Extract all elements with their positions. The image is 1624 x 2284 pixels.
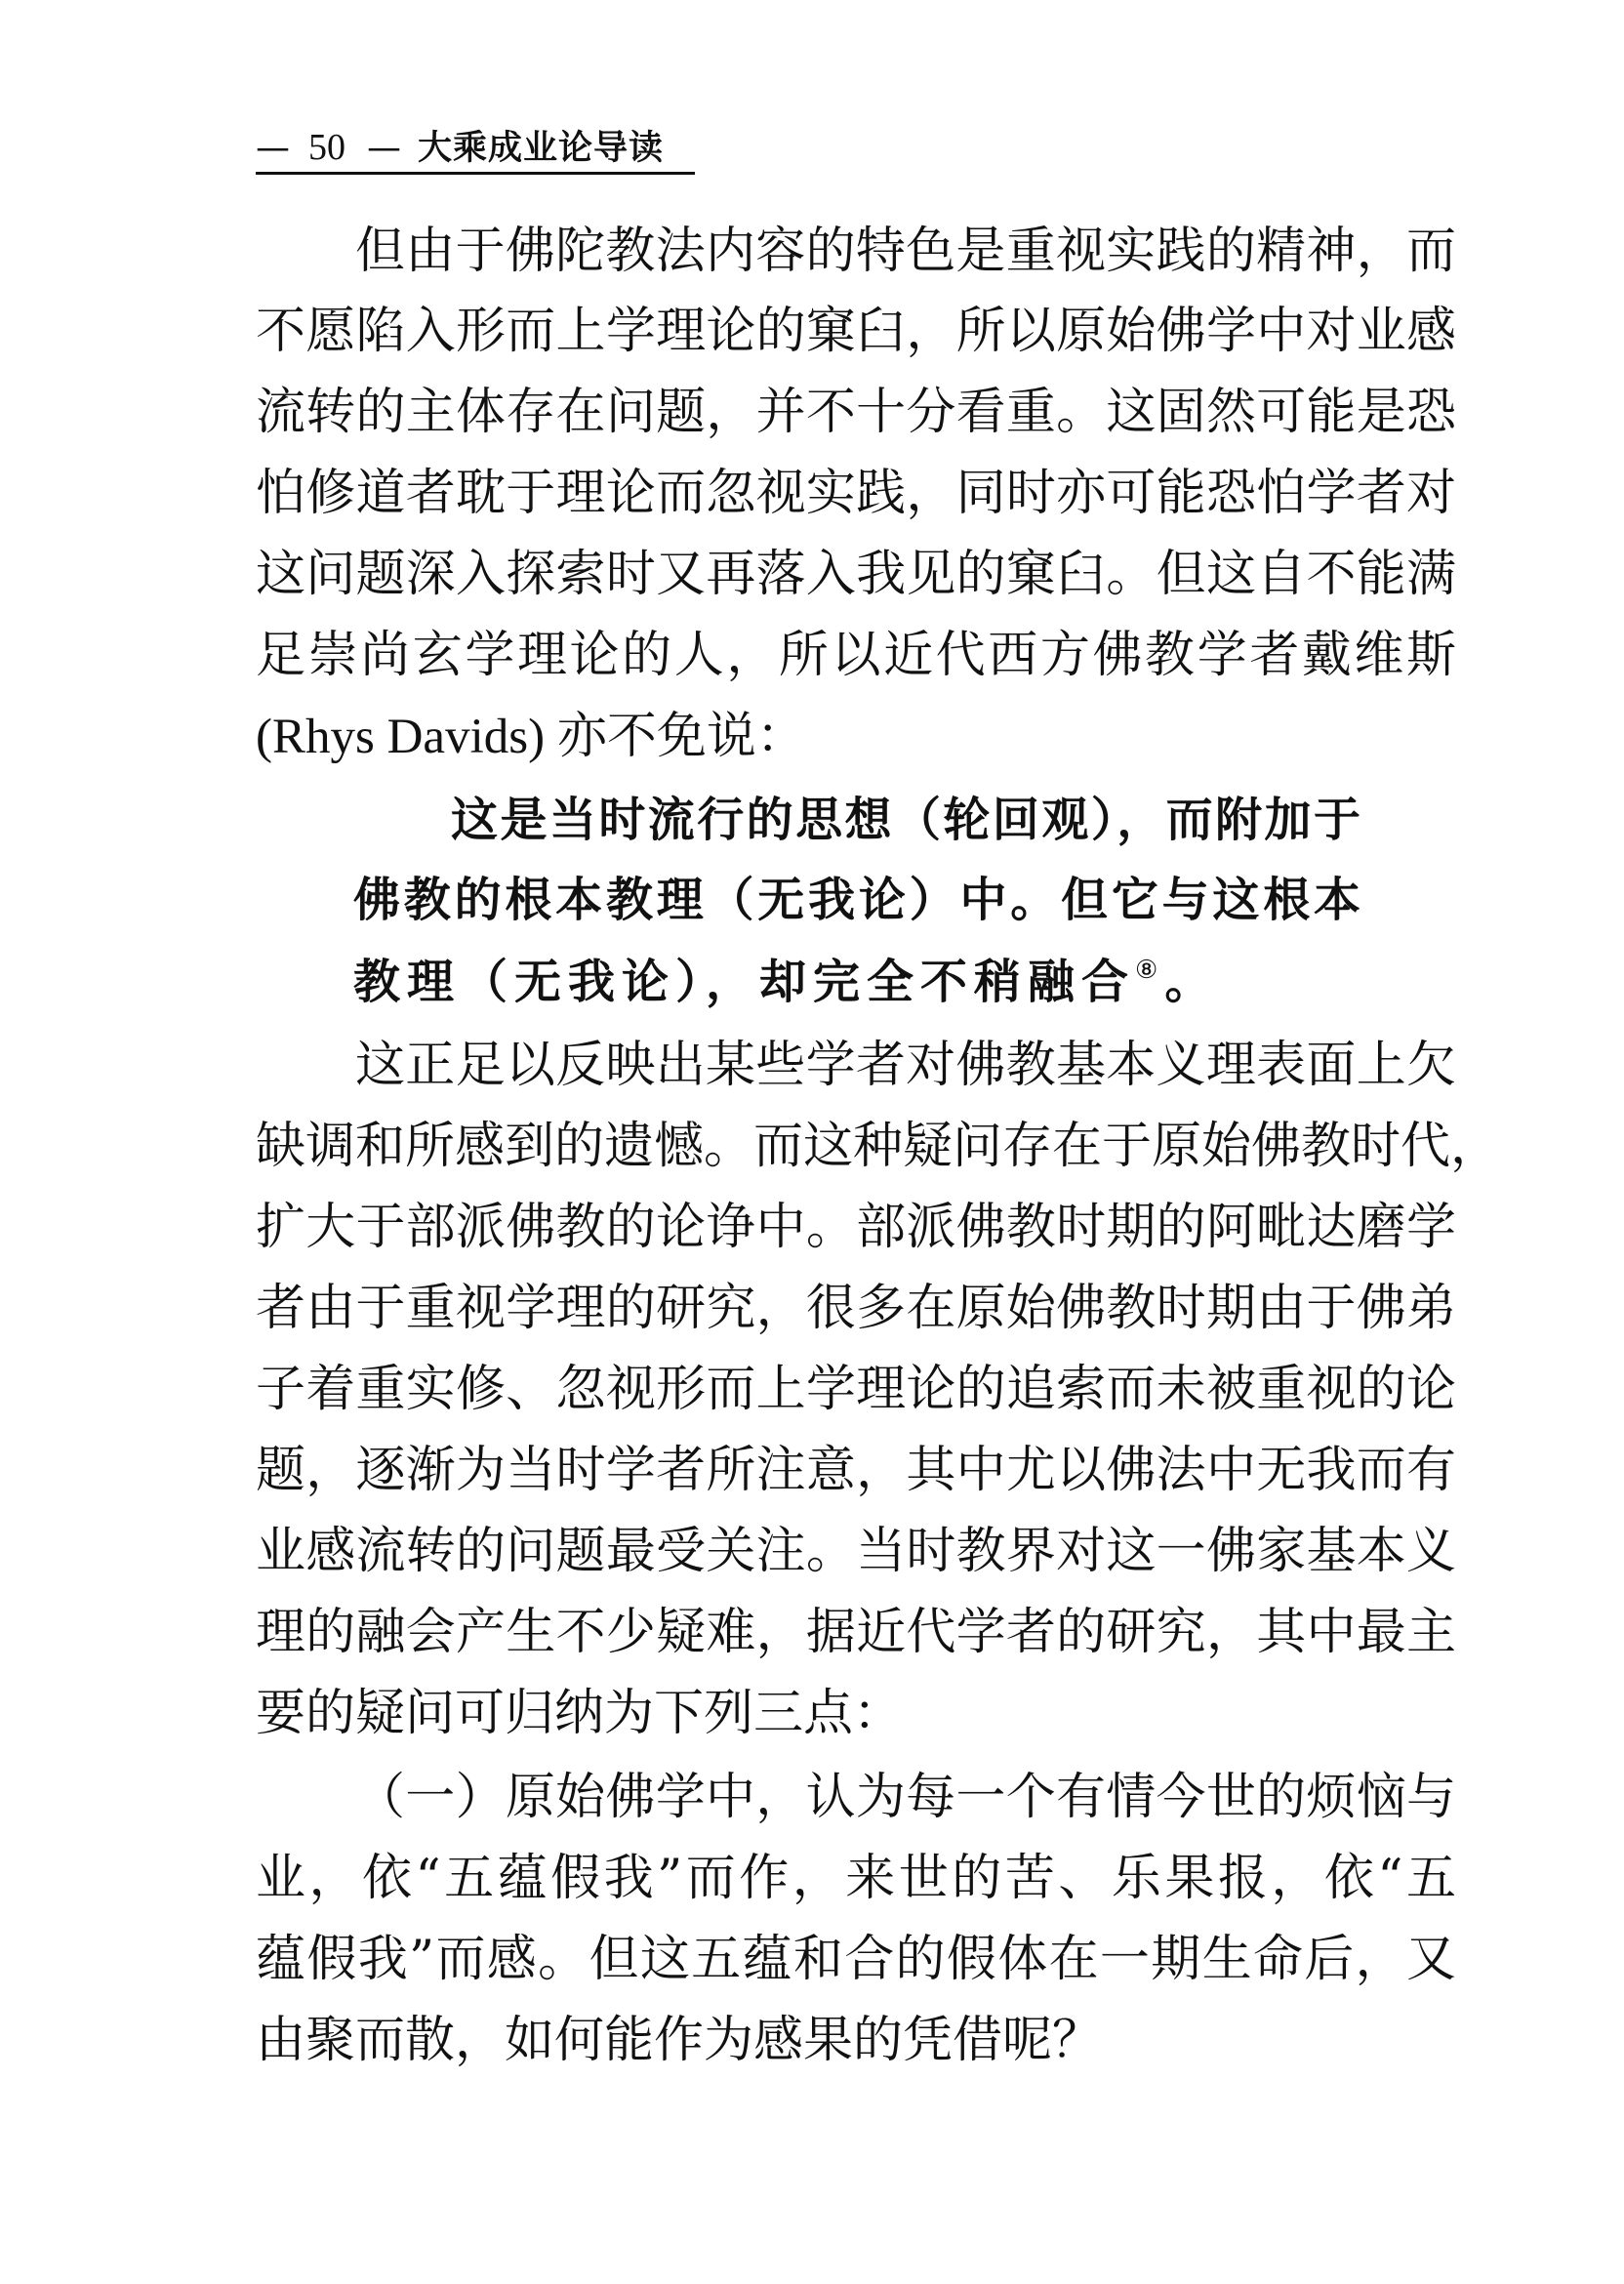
- body-line: 这问题深入探索时又再落入我见的窠臼。但这自不能满: [256, 546, 1456, 603]
- book-title: 大乘成业论导读: [418, 129, 665, 168]
- running-header: [256, 123, 695, 175]
- body-line: 理的融会产生不少疑难，据近代学者的研究，其中最主: [256, 1604, 1456, 1661]
- body-line: 这正足以反映出某些学者对佛教基本义理表面上欠: [355, 1037, 1456, 1094]
- body-line: 业，依“五蕴假我”而作，来世的苦、乐果报，依“五: [256, 1850, 1456, 1907]
- body-line: 子着重实修、忽视形而上学理论的追索而未被重视的论: [256, 1361, 1456, 1418]
- body-line: （一）原始佛学中，认为每一个有情今世的烦恼与: [355, 1769, 1456, 1826]
- quote-end-punct: 。: [1164, 955, 1219, 1009]
- quote-last-line: [353, 949, 1219, 1015]
- body-line: 但由于佛陀教法内容的特色是重视实践的精神，而: [355, 223, 1456, 280]
- page-number: 50: [308, 127, 345, 168]
- body-line: 由聚而散，如何能作为感果的凭借呢？: [256, 2012, 1103, 2069]
- quote-line: 佛教的根本教理（无我论）中。但它与这根本: [353, 873, 1360, 927]
- body-line: (Rhys Davids) 亦不免说：: [256, 710, 806, 764]
- header-dash-right: —: [367, 129, 401, 168]
- body-line: 要的疑问可归纳为下列三点：: [256, 1685, 904, 1742]
- body-line: 流转的主体存在问题，并不十分看重。这固然可能是恐: [256, 384, 1456, 441]
- body-line: 缺调和所感到的遗憾。而这种疑问存在于原始佛教时代，: [256, 1118, 1501, 1175]
- body-line: 怕修道者耽于理论而忽视实践，同时亦可能恐怕学者对: [256, 465, 1456, 522]
- body-line: 蕴假我”而感。但这五蕴和合的假体在一期生命后，又: [256, 1931, 1456, 1988]
- body-line: 题，逐渐为当时学者所注意，其中尤以佛法中无我而有: [256, 1442, 1456, 1499]
- body-line: 扩大于部派佛教的论诤中。部派佛教时期的阿毗达磨学: [256, 1199, 1456, 1256]
- quote-line: 教理（无我论），却完全不稍融合: [353, 955, 1136, 1009]
- body-line: 不愿陷入形而上学理论的窠臼，所以原始佛学中对业感: [256, 303, 1456, 360]
- footnote-marker: ⑧: [1135, 956, 1165, 985]
- body-line: 业感流转的问题最受关注。当时教界对这一佛家基本义: [256, 1523, 1456, 1580]
- quote-line: 这是当时流行的思想（轮回观），而附加于: [451, 793, 1360, 847]
- body-line: 足崇尚玄学理论的人，所以近代西方佛教学者戴维斯: [256, 627, 1456, 684]
- header-dash-left: —: [256, 129, 290, 168]
- body-line: 者由于重视学理的研究，很多在原始佛教时期由于佛弟: [256, 1280, 1456, 1337]
